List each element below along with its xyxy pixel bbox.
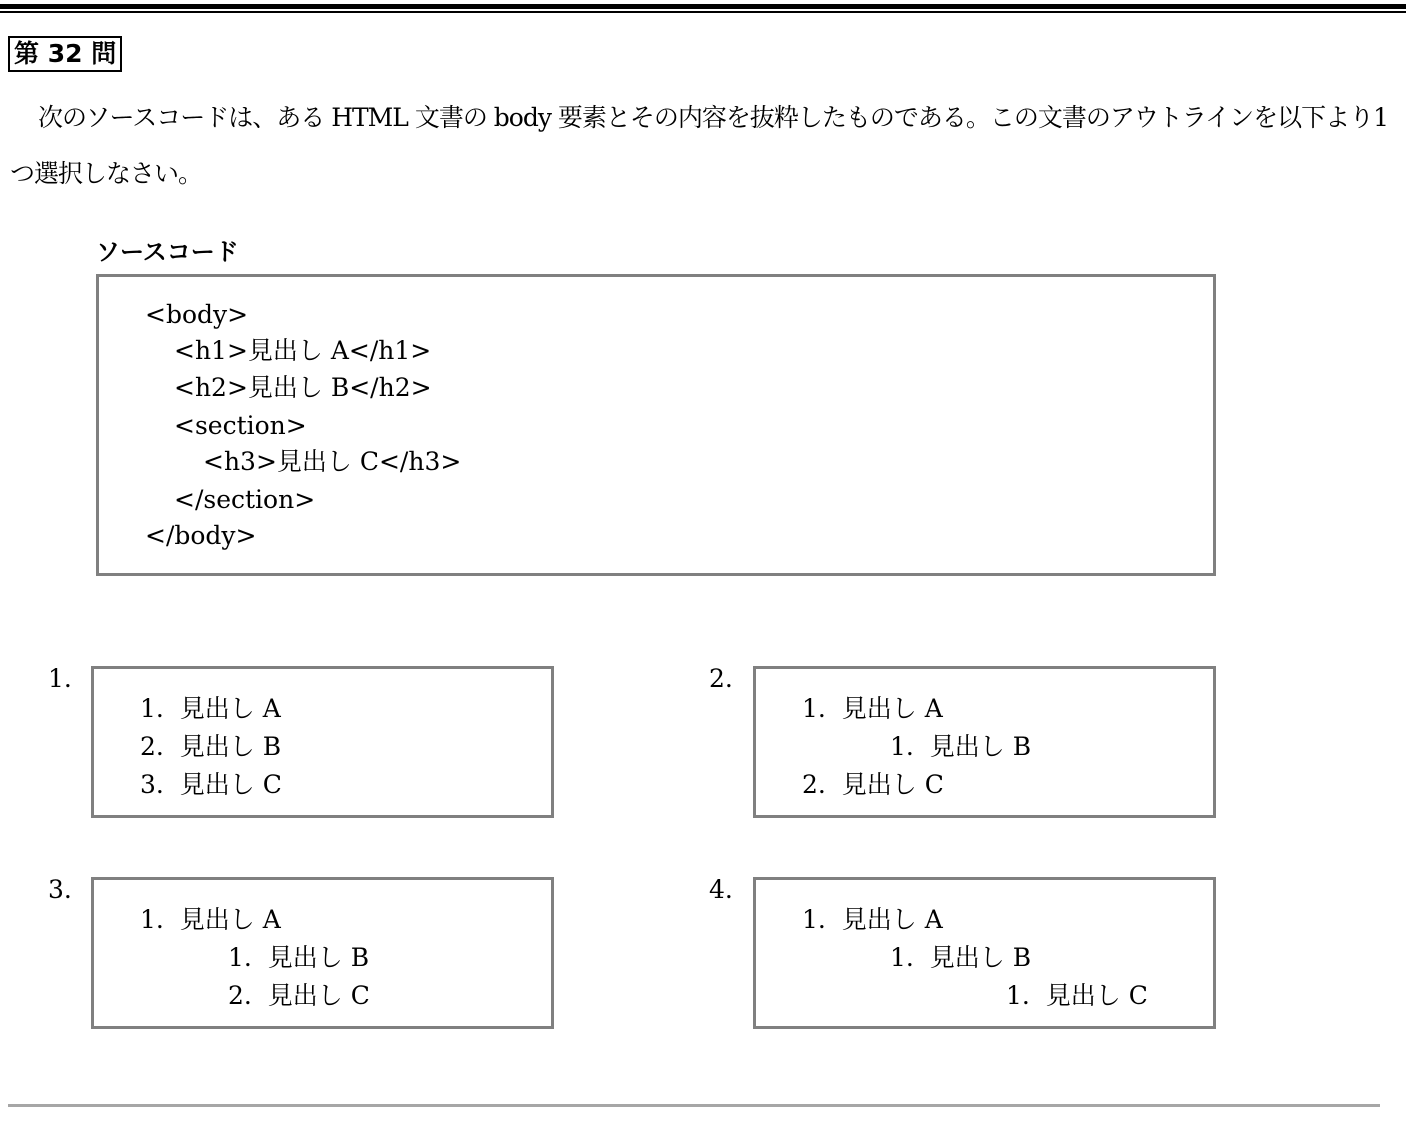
- code-line: </section>: [174, 485, 316, 514]
- outline-item-number: 1.: [890, 732, 914, 761]
- code-line: <h3>見出し C</h3>: [203, 447, 462, 476]
- outline-item: [802, 768, 944, 802]
- outline-item-label: 見出し C: [841, 770, 944, 799]
- code-line: <h1>見出し A</h1>: [174, 336, 432, 365]
- outline-item: [1006, 979, 1148, 1013]
- outline-item-number: 3.: [140, 770, 164, 799]
- outline-item-number: 2.: [228, 981, 252, 1010]
- outline-item-label: 見出し A: [841, 905, 943, 934]
- outline-item-number: 1.: [228, 943, 252, 972]
- source-code-box: [96, 274, 1216, 576]
- option-1-box[interactable]: [91, 666, 554, 818]
- outline-item-number: 2.: [802, 770, 826, 799]
- outline-item-label: 見出し C: [267, 981, 370, 1010]
- outline-item-label: 見出し C: [179, 770, 282, 799]
- outline-item-label: 見出し A: [841, 694, 943, 723]
- outline-item-label: 見出し A: [179, 905, 281, 934]
- outline-item-label: 見出し C: [1045, 981, 1148, 1010]
- option-4-box[interactable]: [753, 877, 1216, 1029]
- code-line: <section>: [174, 411, 307, 440]
- source-code-label: ソースコード: [96, 238, 239, 266]
- outline-item-label: 見出し B: [179, 732, 282, 761]
- outline-item-number: 1.: [802, 694, 826, 723]
- outline-item: [802, 903, 943, 937]
- outline-item: [140, 903, 281, 937]
- option-1-number[interactable]: 1.: [48, 664, 72, 693]
- code-line: <body>: [145, 300, 249, 329]
- outline-item: [140, 730, 281, 764]
- option-2-number[interactable]: 2.: [709, 664, 733, 693]
- outline-item: [890, 730, 1031, 764]
- option-3-box[interactable]: [91, 877, 554, 1029]
- outline-item-number: 2.: [140, 732, 164, 761]
- option-2-box[interactable]: [753, 666, 1216, 818]
- top-rule-thin: [0, 11, 1406, 13]
- outline-item: [228, 941, 369, 975]
- bottom-rule: [8, 1104, 1380, 1107]
- outline-item: [140, 768, 282, 802]
- question-number-badge: 第 32 問: [8, 36, 122, 72]
- code-line: <h2>見出し B</h2>: [174, 373, 432, 402]
- outline-item: [890, 941, 1031, 975]
- top-rule-thick: [0, 4, 1406, 9]
- outline-item: [802, 692, 943, 726]
- outline-item-label: 見出し A: [179, 694, 281, 723]
- outline-item: [140, 692, 281, 726]
- outline-item-number: 1.: [890, 943, 914, 972]
- outline-item-number: 1.: [140, 905, 164, 934]
- outline-item-label: 見出し B: [267, 943, 370, 972]
- outline-item-number: 1.: [140, 694, 164, 723]
- option-4-number[interactable]: 4.: [709, 875, 733, 904]
- outline-item-number: 1.: [802, 905, 826, 934]
- outline-item: [228, 979, 370, 1013]
- question-text: 次のソースコードは、ある HTML 文書の body 要素とその内容を抜粋したものである。この文書のアウトラインを以下より1つ選択しなさい。: [10, 103, 1389, 188]
- outline-item-label: 見出し B: [929, 943, 1032, 972]
- option-3-number[interactable]: 3.: [48, 875, 72, 904]
- code-line: </body>: [145, 521, 257, 550]
- outline-item-label: 見出し B: [929, 732, 1032, 761]
- outline-item-number: 1.: [1006, 981, 1030, 1010]
